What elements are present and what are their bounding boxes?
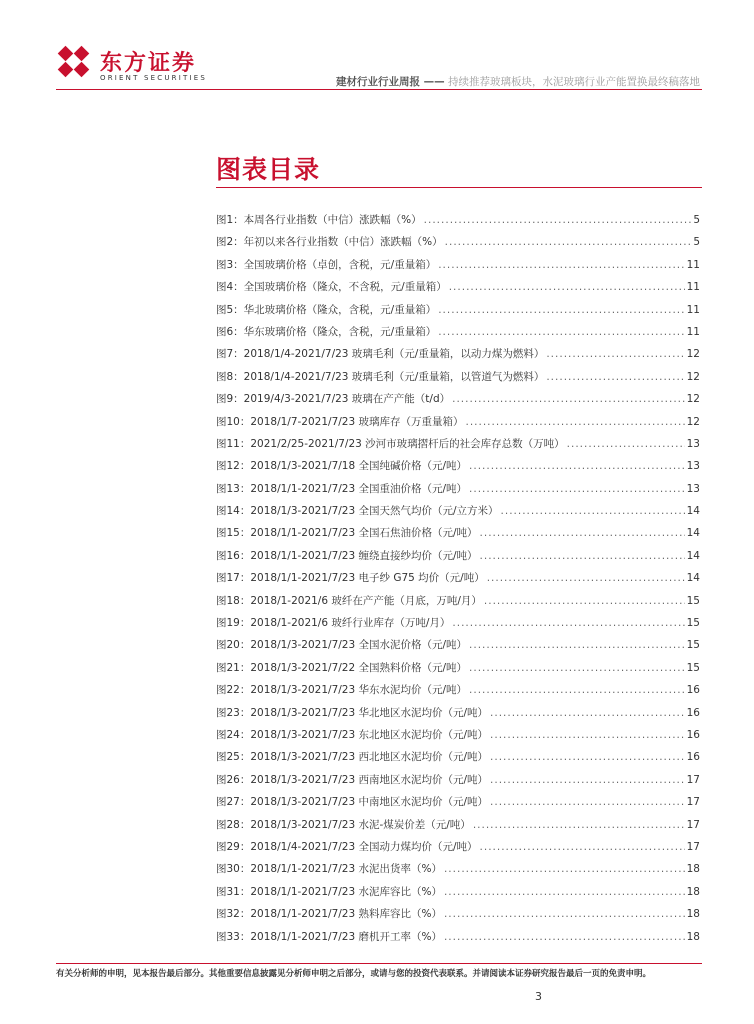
toc-entry-label: 图22：2018/1/3-2021/7/23 华东水泥均价（元/吨）: [216, 684, 468, 697]
toc-entry[interactable]: [216, 615, 700, 637]
toc-entry-label: 图11：2021/2/25-2021/7/23 沙河市玻璃摺杆后的社会库存总数（万吨）: [216, 437, 565, 450]
toc-leader-dots: [438, 304, 684, 316]
toc-entry-page: 12: [686, 348, 700, 361]
toc-leader-dots: [444, 863, 685, 875]
toc-entry[interactable]: [216, 884, 700, 906]
toc-leader-dots: [490, 729, 685, 741]
toc-leader-dots: [490, 707, 685, 719]
toc-entry-label: 图32：2018/1/1-2021/7/23 熟料库容比（%）: [216, 908, 442, 921]
toc-leader-dots: [465, 416, 684, 428]
toc-entry[interactable]: [216, 257, 700, 279]
toc-leader-dots: [546, 348, 684, 360]
toc-title-divider: [216, 187, 702, 188]
toc-leader-dots: [469, 639, 685, 651]
toc-entry[interactable]: [216, 906, 700, 928]
toc-leader-dots: [452, 393, 685, 405]
toc-entry-label: 图12：2018/1/3-2021/7/18 全国纯碱价格（元/吨）: [216, 460, 468, 473]
toc-entry[interactable]: [216, 929, 700, 951]
toc-entry-label: 图33：2018/1/1-2021/7/23 磨机开工率（%）: [216, 930, 442, 943]
toc-entry-page: 11: [686, 258, 700, 271]
toc-leader-dots: [444, 908, 685, 920]
toc-title: 图表目录: [216, 155, 321, 184]
toc-leader-dots: [445, 236, 692, 248]
toc-entry-page: 5: [693, 214, 700, 226]
toc-leader-dots: [480, 550, 685, 562]
toc-entry-label: 图24：2018/1/3-2021/7/23 东北地区水泥均价（元/吨）: [216, 728, 489, 741]
toc-entry-page: 16: [686, 706, 700, 719]
toc-entry-page: 17: [686, 773, 700, 786]
toc-leader-dots: [473, 819, 685, 831]
toc-entry-label: 图28：2018/1/3-2021/7/23 水泥-煤炭价差（元/吨）: [216, 818, 471, 831]
toc-entry-page: 12: [686, 370, 700, 383]
toc-entry[interactable]: [216, 234, 700, 256]
toc-leader-dots: [444, 886, 685, 898]
toc-leader-dots: [480, 527, 685, 539]
toc-entry[interactable]: [216, 302, 700, 324]
toc-leader-dots: [449, 281, 685, 293]
toc-leader-dots: [469, 460, 685, 472]
toc-leader-dots: [490, 774, 685, 786]
toc-entry[interactable]: [216, 212, 700, 234]
toc-entry-page: 15: [686, 661, 700, 674]
toc-entry[interactable]: [216, 570, 700, 592]
page-number: 3: [535, 990, 542, 1003]
toc-leader-dots: [546, 371, 684, 383]
toc-entry[interactable]: [216, 727, 700, 749]
toc-entry[interactable]: [216, 414, 700, 436]
footer-divider: [56, 963, 702, 964]
toc-entry[interactable]: [216, 503, 700, 525]
toc-entry-label: 图2：年初以来各行业指数（中信）涨跌幅（%）: [216, 236, 443, 249]
toc-entry-label: 图4：全国玻璃价格（隆众，不含税，元/重量箱）: [216, 281, 447, 294]
toc-entry[interactable]: [216, 660, 700, 682]
toc-entry-label: 图21：2018/1/3-2021/7/22 全国熟料价格（元/吨）: [216, 661, 468, 674]
toc-leader-dots: [567, 438, 685, 450]
toc-entry[interactable]: [216, 839, 700, 861]
toc-entry-label: 图23：2018/1/3-2021/7/23 华北地区水泥均价（元/吨）: [216, 706, 489, 719]
toc-leader-dots: [484, 595, 685, 607]
toc-leader-dots: [469, 684, 685, 696]
toc-entry[interactable]: [216, 817, 700, 839]
report-subtitle: 持续推荐玻璃板块，水泥玻璃行业产能置换最终稿落地: [444, 76, 700, 88]
toc-entry-page: 15: [686, 617, 700, 630]
toc-entry-page: 13: [686, 437, 700, 450]
toc-entry[interactable]: [216, 391, 700, 413]
toc-entry-label: 图30：2018/1/1-2021/7/23 水泥出货率（%）: [216, 863, 442, 876]
toc-entry-page: 5: [693, 236, 700, 249]
toc-entry-page: 14: [686, 527, 700, 540]
toc-entry[interactable]: [216, 525, 700, 547]
toc-entry-label: 图17：2018/1/1-2021/7/23 电子纱 G75 均价（元/吨）: [216, 572, 485, 585]
toc-entry[interactable]: [216, 861, 700, 883]
toc-entry-page: 16: [686, 728, 700, 741]
toc-entry-page: 14: [686, 549, 700, 562]
toc-entry[interactable]: [216, 772, 700, 794]
toc-entry-label: 图31：2018/1/1-2021/7/23 水泥库容比（%）: [216, 885, 442, 898]
toc-entry-label: 图29：2018/1/4-2021/7/23 全国动力煤均价（元/吨）: [216, 840, 478, 853]
toc-entry-page: 16: [686, 751, 700, 764]
toc-entry-page: 18: [686, 863, 700, 876]
toc-entry[interactable]: [216, 593, 700, 615]
orient-securities-logo: [56, 44, 216, 88]
toc-entry[interactable]: [216, 279, 700, 301]
toc-entry-page: 17: [686, 818, 700, 831]
toc-entry-label: 图7：2018/1/4-2021/7/23 玻璃毛利（元/重量箱，以动力煤为燃料）: [216, 348, 545, 361]
toc-entry-page: 13: [686, 460, 700, 473]
toc-leader-dots: [469, 483, 685, 495]
toc-entry-page: 18: [686, 908, 700, 921]
toc-entry-page: 17: [686, 796, 700, 809]
toc-entry-label: 图9：2019/4/3-2021/7/23 玻璃在产产能（t/d）: [216, 393, 451, 406]
figure-toc-list: [216, 212, 700, 951]
header-divider: [56, 89, 702, 90]
toc-entry-label: 图19：2018/1-2021/6 玻纤行业库存（万吨/月）: [216, 617, 451, 630]
toc-leader-dots: [438, 326, 684, 338]
toc-entry[interactable]: [216, 436, 700, 458]
toc-entry-label: 图13：2018/1/1-2021/7/23 全国重油价格（元/吨）: [216, 482, 468, 495]
logo-mark-icon: [56, 44, 92, 80]
toc-entry-page: 14: [686, 572, 700, 585]
toc-entry-page: 15: [686, 594, 700, 607]
toc-entry[interactable]: [216, 346, 700, 368]
toc-entry-label: 图1：本周各行业指数（中信）涨跌幅（%）: [216, 214, 422, 226]
toc-entry-label: 图26：2018/1/3-2021/7/23 西南地区水泥均价（元/吨）: [216, 773, 489, 786]
toc-entry-page: 18: [686, 930, 700, 943]
toc-entry-page: 17: [686, 840, 700, 853]
toc-leader-dots: [490, 796, 685, 808]
toc-entry-label: 图6：华东玻璃价格（隆众，含税，元/重量箱）: [216, 325, 437, 338]
toc-entry[interactable]: [216, 705, 700, 727]
toc-entry[interactable]: [216, 682, 700, 704]
toc-entry-page: 14: [686, 505, 700, 518]
toc-entry[interactable]: [216, 369, 700, 391]
toc-entry-page: 11: [686, 281, 700, 294]
toc-leader-dots: [469, 662, 685, 674]
toc-entry-label: 图10：2018/1/7-2021/7/23 玻璃库存（万重量箱）: [216, 415, 464, 428]
toc-entry[interactable]: [216, 637, 700, 659]
toc-leader-dots: [444, 931, 685, 943]
toc-entry[interactable]: [216, 794, 700, 816]
toc-entry[interactable]: [216, 458, 700, 480]
logo-en-text: ORIENT SECURITIES: [100, 74, 208, 82]
toc-entry-label: 图15：2018/1/1-2021/7/23 全国石焦油价格（元/吨）: [216, 527, 478, 540]
toc-entry-page: 11: [686, 303, 700, 316]
toc-leader-dots: [424, 214, 692, 226]
toc-entry-label: 图20：2018/1/3-2021/7/23 全国水泥价格（元/吨）: [216, 639, 468, 652]
toc-leader-dots: [480, 841, 685, 853]
toc-entry-page: 11: [686, 325, 700, 338]
toc-entry-label: 图16：2018/1/1-2021/7/23 缠绕直接纱均价（元/吨）: [216, 549, 478, 562]
toc-entry[interactable]: [216, 749, 700, 771]
toc-entry-page: 12: [686, 415, 700, 428]
footer-disclaimer: 有关分析师的申明，见本报告最后部分。其他重要信息披露见分析师申明之后部分，或请与您的投资代表联系。并请阅读本证券研究报告最后一页的免责申明。: [56, 969, 652, 979]
toc-entry-label: 图25：2018/1/3-2021/7/23 西北地区水泥均价（元/吨）: [216, 751, 489, 764]
toc-entry-page: 16: [686, 684, 700, 697]
toc-leader-dots: [438, 259, 684, 271]
logo-cn-text: 东方证券: [100, 51, 197, 76]
report-header-title: [336, 74, 700, 89]
toc-entry-label: 图5：华北玻璃价格（隆众，含税，元/重量箱）: [216, 303, 437, 316]
toc-leader-dots: [487, 572, 685, 584]
toc-entry-page: 12: [686, 393, 700, 406]
toc-entry-label: 图27：2018/1/3-2021/7/23 中南地区水泥均价（元/吨）: [216, 796, 489, 809]
toc-entry-page: 18: [686, 885, 700, 898]
toc-leader-dots: [501, 505, 685, 517]
toc-entry[interactable]: [216, 324, 700, 346]
toc-entry-page: 13: [686, 482, 700, 495]
toc-entry[interactable]: [216, 548, 700, 570]
toc-entry-page: 15: [686, 639, 700, 652]
toc-leader-dots: [452, 617, 684, 629]
toc-entry-label: 图8：2018/1/4-2021/7/23 玻璃毛利（元/重量箱，以管道气为燃料）: [216, 370, 545, 383]
toc-entry[interactable]: [216, 481, 700, 503]
toc-entry-label: 图14：2018/1/3-2021/7/23 全国天然气均价（元/立方米）: [216, 505, 499, 518]
toc-leader-dots: [490, 751, 685, 763]
toc-entry-label: 图3：全国玻璃价格（卓创，含税，元/重量箱）: [216, 258, 437, 271]
report-type: 建材行业行业周报 ——: [336, 76, 445, 88]
toc-entry-label: 图18：2018/1-2021/6 玻纤在产产能（月底，万吨/月）: [216, 594, 482, 607]
